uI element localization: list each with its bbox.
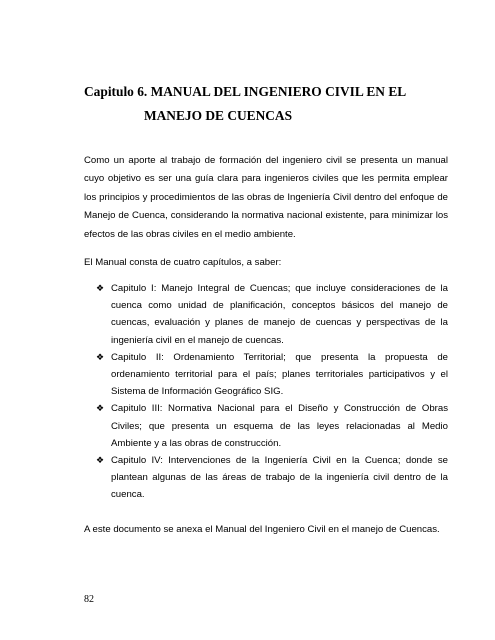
chapter-list-item [84, 400, 448, 452]
diamond-bullet-icon: ❖ [96, 283, 105, 293]
intro-paragraph: Como un aporte al trabajo de formación del ingeniero civil se presenta un manual cuyo objetivo es ser una guía clara para ingenieros civiles que les permita emplear los principios y procedimientos de las obras de Ingeniería Civil dentro del enfoque de Manejo de Cuenca, considerando la normativa nacional existente, para minimizar los efectos de las obras civiles en el medio ambiente. [84, 154, 448, 240]
diamond-bullet-icon: ❖ [96, 403, 105, 414]
chapters-list [84, 280, 448, 504]
chapter-list-item [84, 280, 448, 349]
chapter-text: Capitulo III: Normativa Nacional para el Diseño y Construcción de Obras Civiles; que presenta un esquema de las leyes relacionadas al Medio Ambiente y a las obras de construcción. [111, 403, 448, 449]
chapter-heading [84, 80, 464, 128]
chapter-list-item [84, 349, 448, 401]
closing-paragraph: A este documento se anexa el Manual del Ingeniero Civil en el manejo de Cuencas. [84, 523, 440, 535]
diamond-bullet-icon: ❖ [96, 351, 105, 362]
chapters-lead-paragraph: El Manual consta de cuatro capítulos, a saber: [84, 256, 282, 268]
chapter-list-item [84, 452, 448, 504]
chapter-text: Capitulo II: Ordenamiento Territorial; que presenta la propuesta de ordenamiento territorial para el país; planes territoriales participativos y el Sistema de Información Geográfico SIG. [111, 351, 448, 398]
chapter-heading-line-1: Capitulo 6. MANUAL DEL INGENIERO CIVIL EN EL [84, 84, 407, 99]
page-number: 82 [84, 594, 94, 605]
chapter-text: Capitulo I: Manejo Integral de Cuencas; que incluye consideraciones de la cuenca como unidad de planificación, conceptos básicos del manejo de cuencas, evaluación y planes de manejo de cuencas y perspectivas de la ingeniería civil en el manejo de cuencas. [111, 283, 448, 346]
chapter-text: Capitulo IV: Intervenciones de la Ingeniería Civil en la Cuenca; donde se plantean algunas de las áreas de trabajo de la ingeniería civil dentro de la cuenca. [111, 455, 448, 501]
diamond-bullet-icon: ❖ [96, 455, 105, 466]
chapter-heading-line-2: MANEJO DE CUENCAS [144, 108, 293, 123]
